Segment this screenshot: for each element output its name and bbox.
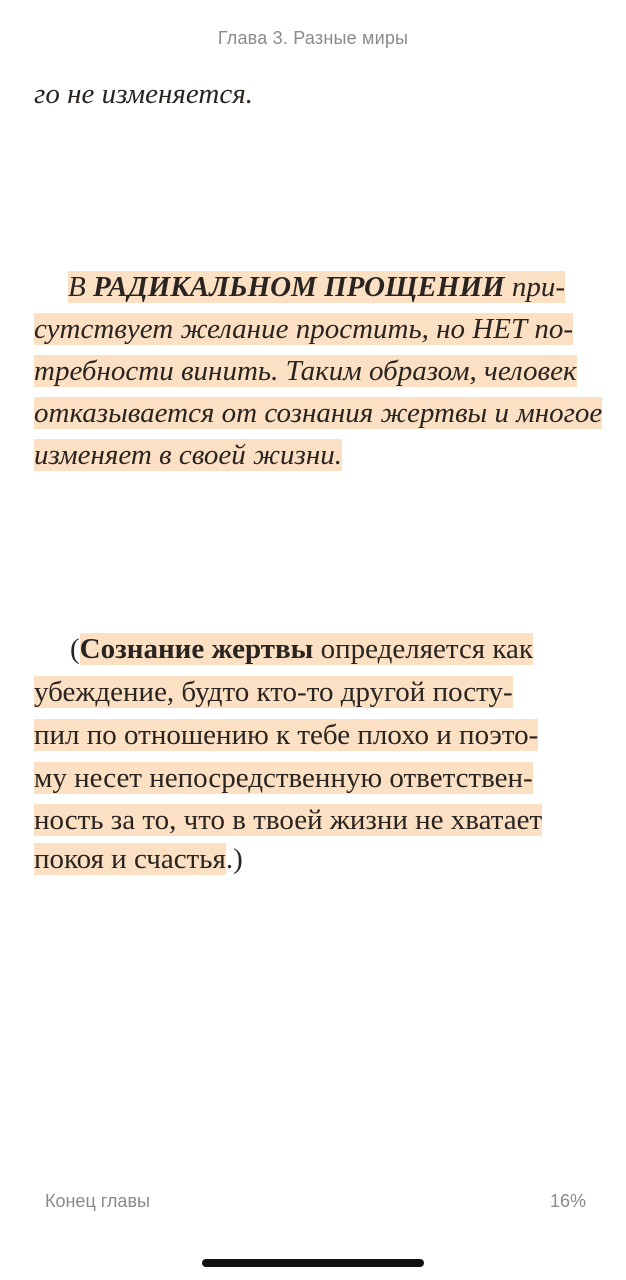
home-indicator[interactable] (202, 1259, 424, 1267)
text-line: покоя и счастья.) (34, 843, 243, 875)
bold-term: РАДИКАЛЬНОМ ПРОЩЕНИИ (92, 271, 505, 303)
text-line (34, 351, 577, 391)
text-line (34, 800, 542, 840)
highlight: В РАДИКАЛЬНОМ ПРОЩЕНИИ при- (68, 271, 565, 303)
highlight: изменяет в своей жизни. (34, 439, 342, 471)
highlight: му несет непосредственную ответствен- (34, 762, 533, 794)
highlight: требности винить. Таким образом, человек (34, 355, 577, 387)
progress-percent: 16% (549, 1191, 586, 1211)
text-line (34, 435, 342, 475)
text-line (34, 715, 538, 755)
highlight: покоя и счастья (34, 843, 226, 875)
end-of-chapter-label[interactable]: Конец главы (45, 1191, 150, 1211)
highlight: пил по отношению к тебе плохо и поэто- (34, 719, 539, 751)
highlight: Сознание жертвы определяется как (79, 633, 534, 665)
text-line (34, 672, 513, 712)
text-line: (Сознание жертвы определяется как (70, 633, 534, 665)
text-line (34, 393, 602, 433)
highlight: ность за то, что в твоей жизни не хватает (34, 804, 543, 836)
text-line: го не изменяется. (34, 78, 253, 110)
bold-term: Сознание жертвы (79, 633, 314, 665)
chapter-title: Глава 3. Разные миры (217, 28, 409, 48)
text-line (68, 267, 565, 307)
highlight: сутствует желание простить, но НЕТ по- (34, 313, 573, 345)
text-line (34, 758, 533, 798)
highlight: убеждение, будто кто-то другой посту- (34, 676, 513, 708)
highlight: отказывается от сознания жертвы и многое (34, 397, 603, 429)
text-line (34, 309, 573, 349)
